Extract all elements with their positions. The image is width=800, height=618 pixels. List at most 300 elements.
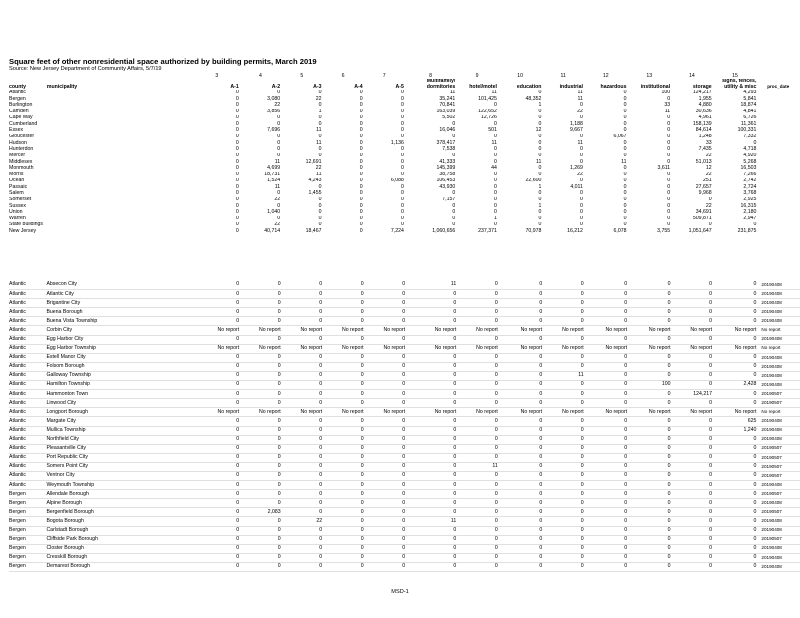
value-cell: 0 — [400, 89, 404, 96]
value-cell: 0 — [457, 471, 498, 480]
value-cell: 0 — [667, 146, 671, 152]
municipality-name: Mullica Township — [46, 426, 193, 435]
value-cell: No report — [585, 344, 628, 353]
value-cell: 11 — [406, 281, 457, 290]
value-cell: 0 — [494, 121, 497, 127]
value-cell: 0 — [585, 399, 628, 408]
county-name: Atlantic — [9, 471, 46, 480]
value-cell: 0 — [499, 371, 543, 380]
municipality-row — [9, 471, 800, 480]
municipality-row — [9, 444, 800, 453]
value-cell: 0 — [457, 281, 498, 290]
value-cell: 1,188 — [569, 121, 583, 127]
column-header: education — [516, 83, 542, 90]
value-cell: 0 — [323, 417, 364, 426]
column-number: 5 — [300, 73, 304, 80]
value-cell: 0 — [499, 444, 543, 453]
value-cell: No report — [585, 326, 628, 335]
value-cell: 0 — [585, 371, 628, 380]
value-cell: 22 — [705, 171, 712, 178]
value-cell: No report — [672, 326, 713, 335]
value-cell: 11 — [316, 127, 322, 134]
value-cell: 0 — [240, 562, 281, 571]
value-cell: 11 — [274, 158, 281, 165]
value-cell: 0 — [359, 114, 363, 121]
municipality-name: Egg Harbor Township — [46, 344, 193, 353]
value-cell: 0 — [282, 435, 323, 444]
value-cell: 0 — [628, 508, 671, 517]
value-cell: 0 — [494, 171, 497, 178]
value-cell: 0 — [457, 371, 498, 380]
value-cell: 11 — [274, 184, 281, 190]
proc-date: 20190507 — [757, 390, 800, 399]
value-cell: 0 — [713, 281, 757, 290]
column-number: 6 — [341, 73, 345, 80]
county-name: Bergen — [9, 508, 46, 517]
value-cell: 0 — [543, 299, 584, 308]
value-cell: 0 — [452, 121, 456, 127]
value-cell: 18,467 — [305, 228, 322, 234]
value-cell: 0 — [400, 96, 404, 102]
value-cell: 0 — [365, 371, 406, 380]
blank-cell — [757, 228, 800, 234]
municipality-name: Absecon City — [46, 281, 193, 290]
value-cell: 0 — [538, 221, 542, 228]
value-cell: 0 — [194, 508, 240, 517]
value-cell: 0 — [580, 102, 583, 108]
value-cell: 0 — [365, 508, 406, 517]
county-name: Atlantic — [9, 462, 46, 471]
value-cell: 158,139 — [692, 121, 712, 127]
value-cell: 0 — [457, 553, 498, 562]
county-name: Hudson — [9, 140, 27, 146]
value-cell: 0 — [585, 453, 628, 462]
value-cell: 0 — [406, 499, 457, 508]
value-cell: 22 — [315, 96, 322, 102]
value-cell: 0 — [240, 399, 281, 408]
value-cell: 0 — [452, 203, 456, 209]
value-cell: 0 — [406, 371, 457, 380]
value-cell: 0 — [240, 290, 281, 299]
value-cell: 0 — [580, 146, 583, 152]
value-cell: 0 — [194, 335, 240, 344]
proc-date: 20190507 — [757, 508, 800, 517]
value-cell: 7,435 — [698, 146, 712, 152]
value-cell: 0 — [365, 299, 406, 308]
value-cell: 0 — [585, 290, 628, 299]
value-cell: 0 — [406, 435, 457, 444]
municipality-name: Weymouth Township — [46, 481, 193, 490]
proc-date: 20190507 — [757, 490, 800, 499]
county-name: Camden — [9, 108, 29, 115]
value-cell: 0 — [623, 221, 627, 228]
proc-date: 20190507 — [757, 462, 800, 471]
value-cell: 1,248 — [698, 133, 712, 140]
value-cell: 0 — [365, 353, 406, 362]
value-cell: 0 — [194, 317, 240, 326]
value-cell: 0 — [194, 381, 240, 390]
value-cell: 0 — [628, 390, 671, 399]
value-cell: No report — [282, 408, 323, 417]
county-name: Atlantic — [9, 408, 46, 417]
value-cell: 0 — [400, 158, 404, 165]
value-cell: 0 — [240, 490, 281, 499]
value-cell: 1 — [538, 102, 542, 108]
municipality-name: Demarest Borough — [46, 562, 193, 571]
value-cell: 0 — [499, 290, 543, 299]
value-cell: 0 — [240, 362, 281, 371]
value-cell: 0 — [538, 121, 542, 127]
value-cell: 0 — [543, 290, 584, 299]
value-cell: 0 — [672, 435, 713, 444]
municipality-row — [9, 362, 800, 371]
value-cell: 0 — [282, 471, 323, 480]
value-cell: 0 — [323, 426, 364, 435]
value-cell: 0 — [628, 417, 671, 426]
municipality-row — [9, 453, 800, 462]
proc-date: 20190507 — [757, 535, 800, 544]
value-cell: 0 — [318, 203, 322, 209]
value-cell: 0 — [282, 462, 323, 471]
value-cell: 2,742 — [743, 177, 757, 184]
county-name: Cape May — [9, 114, 33, 121]
proc-date: 20190507 — [757, 453, 800, 462]
proc-date: 20190408 — [757, 526, 800, 535]
value-cell: 0 — [672, 317, 713, 326]
value-cell: 0 — [585, 435, 628, 444]
value-cell: 11 — [491, 140, 497, 146]
municipality-name: Brigantine City — [46, 299, 193, 308]
value-cell: 0 — [623, 184, 627, 190]
value-cell: 0 — [194, 308, 240, 317]
value-cell: 5,841 — [743, 96, 757, 102]
value-cell: 0 — [318, 133, 322, 140]
proc-date: 20190408 — [757, 317, 800, 326]
value-cell: 0 — [365, 381, 406, 390]
value-cell: 0 — [538, 209, 542, 215]
value-cell: 0 — [628, 562, 671, 571]
municipality-name: Folsom Borough — [46, 362, 193, 371]
value-cell: No report — [713, 344, 757, 353]
value-cell: 0 — [235, 221, 239, 228]
value-cell: 0 — [323, 490, 364, 499]
value-cell: 0 — [543, 426, 584, 435]
value-cell: 0 — [628, 471, 671, 480]
value-cell: 509,871 — [692, 215, 712, 222]
value-cell: 70,978 — [525, 228, 542, 234]
value-cell: 0 — [365, 562, 406, 571]
value-cell: 0 — [543, 435, 584, 444]
value-cell: 0 — [713, 353, 757, 362]
value-cell: 2,947 — [743, 215, 757, 222]
value-cell: 0 — [406, 399, 457, 408]
value-cell: 0 — [538, 140, 542, 146]
value-cell: 0 — [628, 426, 671, 435]
value-cell: 12 — [535, 127, 542, 134]
value-cell: 7,696 — [267, 127, 281, 134]
proc-date: 20190408 — [757, 544, 800, 553]
value-cell: 4,841 — [743, 108, 757, 115]
value-cell: 22 — [577, 108, 583, 115]
value-cell: 0 — [628, 526, 671, 535]
value-cell: 22 — [274, 221, 281, 228]
value-cell: 0 — [323, 517, 364, 526]
county-name: Bergen — [9, 96, 26, 102]
value-cell: 0 — [406, 426, 457, 435]
value-cell: 0 — [672, 417, 713, 426]
page-title: Square feet of other nonresidential space authorized by building permits, March 2019 — [9, 57, 317, 66]
value-cell: 4,880 — [698, 102, 712, 108]
column-number: 10 — [517, 73, 524, 80]
municipality-row — [9, 381, 800, 390]
value-cell: 0 — [672, 453, 713, 462]
municipality-row — [9, 462, 800, 471]
value-cell: 0 — [713, 335, 757, 344]
value-cell: 0 — [277, 190, 281, 196]
value-cell: 0 — [235, 215, 239, 222]
value-cell: 0 — [499, 362, 543, 371]
value-cell: 0 — [457, 399, 498, 408]
value-cell: 0 — [359, 127, 363, 134]
value-cell: 1,269 — [569, 165, 583, 171]
value-cell: 378,417 — [436, 140, 456, 146]
value-cell: 0 — [282, 390, 323, 399]
municipality-name: Hamilton Township — [46, 381, 193, 390]
value-cell: 0 — [318, 184, 322, 190]
value-cell: 0 — [235, 108, 239, 115]
municipality-name: Bergenfield Borough — [46, 508, 193, 517]
value-cell: 0 — [406, 390, 457, 399]
proc-date: 20190408 — [757, 426, 800, 435]
value-cell: 0 — [499, 335, 543, 344]
value-cell: 0 — [499, 453, 543, 462]
value-cell: 11 — [543, 371, 584, 380]
value-cell: 0 — [240, 381, 281, 390]
value-cell: 0 — [628, 299, 671, 308]
value-cell: 16,046 — [439, 127, 456, 134]
value-cell: 0 — [240, 353, 281, 362]
county-name: Bergen — [9, 499, 46, 508]
column-number: 11 — [560, 73, 566, 80]
value-cell: 0 — [323, 453, 364, 462]
municipality-name: Longport Borough — [46, 408, 193, 417]
value-cell: 0 — [499, 490, 543, 499]
value-cell: 0 — [499, 399, 543, 408]
value-cell: No report — [323, 344, 364, 353]
county-name: Salem — [9, 190, 24, 196]
value-cell: 0 — [400, 184, 404, 190]
value-cell: 0 — [282, 299, 323, 308]
value-cell: 0 — [585, 526, 628, 535]
value-cell: 16,503 — [740, 165, 757, 171]
value-cell: 11 — [621, 158, 627, 165]
value-cell: 0 — [406, 508, 457, 517]
value-cell: 0 — [323, 462, 364, 471]
value-cell: No report — [499, 344, 543, 353]
value-cell: 1,040 — [267, 209, 281, 215]
value-cell: 0 — [406, 362, 457, 371]
value-cell: 0 — [282, 562, 323, 571]
county-name: Sussex — [9, 203, 27, 209]
value-cell: 0 — [585, 299, 628, 308]
value-cell: 4,011 — [570, 184, 583, 190]
value-cell: 625 — [713, 417, 757, 426]
column-header: hotel/motel — [469, 83, 497, 90]
county-name: State buildings — [9, 221, 44, 228]
county-name: Atlantic — [9, 390, 46, 399]
value-cell: 0 — [543, 399, 584, 408]
value-cell: 0 — [623, 121, 627, 127]
value-cell: 0 — [400, 196, 404, 203]
proc-date: 20190408 — [757, 562, 800, 571]
municipality-row — [9, 535, 800, 544]
value-cell: 0 — [194, 462, 240, 471]
value-cell: 0 — [499, 508, 543, 517]
value-cell: 251 — [703, 177, 712, 184]
value-cell: 0 — [359, 165, 363, 171]
value-cell: 0 — [365, 335, 406, 344]
value-cell: 0 — [240, 371, 281, 380]
municipality-row — [9, 517, 800, 526]
value-cell: 0 — [667, 196, 671, 203]
county-name: Hunterdon — [9, 146, 34, 152]
value-cell: 4,293 — [743, 89, 757, 96]
value-cell: 40,714 — [264, 228, 281, 234]
column-header: hazardous — [600, 83, 627, 90]
value-cell: 0 — [282, 444, 323, 453]
value-cell: 0 — [713, 553, 757, 562]
value-cell: 0 — [585, 471, 628, 480]
value-cell: 0 — [406, 462, 457, 471]
county-name: Bergen — [9, 553, 46, 562]
proc-date: 20190408 — [757, 290, 800, 299]
value-cell: 101,425 — [478, 96, 497, 102]
municipality-name: Hammonton Town — [46, 390, 193, 399]
value-cell: 0 — [240, 535, 281, 544]
value-cell: 33 — [705, 140, 712, 146]
value-cell: 0 — [538, 171, 542, 178]
value-cell: 0 — [365, 471, 406, 480]
county-name: Burlington — [9, 102, 33, 108]
proc-date: No report — [757, 408, 800, 417]
value-cell: 0 — [585, 553, 628, 562]
value-cell: 0 — [713, 299, 757, 308]
county-name: Mercer — [9, 152, 26, 159]
value-cell: 0 — [623, 146, 627, 152]
value-cell: 0 — [672, 462, 713, 471]
value-cell: 0 — [194, 444, 240, 453]
county-name: Atlantic — [9, 453, 46, 462]
value-cell: 6,726 — [743, 114, 757, 121]
value-cell: 0 — [585, 362, 628, 371]
proc-date: No report — [757, 344, 800, 353]
value-cell: 0 — [240, 317, 281, 326]
value-cell: No report — [543, 408, 584, 417]
value-cell: 0 — [457, 290, 498, 299]
value-cell: 0 — [400, 133, 404, 140]
value-cell: 0 — [194, 290, 240, 299]
value-cell: 0 — [667, 203, 671, 209]
value-cell: 0 — [494, 133, 497, 140]
value-cell: 0 — [672, 544, 713, 553]
value-cell: 0 — [623, 89, 627, 96]
county-name: Morris — [9, 171, 24, 178]
proc-date: 20190408 — [757, 299, 800, 308]
municipality-name: Atlantic City — [46, 290, 193, 299]
value-cell: 1,060,656 — [432, 228, 456, 234]
value-cell: 48,352 — [525, 96, 542, 102]
value-cell: 0 — [628, 544, 671, 553]
column-header: A-3 — [313, 83, 322, 90]
value-cell: 0 — [365, 553, 406, 562]
value-cell: 0 — [194, 453, 240, 462]
value-cell: 0 — [323, 353, 364, 362]
value-cell: 0 — [713, 453, 757, 462]
value-cell: 0 — [628, 308, 671, 317]
county-summary-table — [9, 73, 800, 235]
county-name: Atlantic — [9, 444, 46, 453]
proc-date: No report — [757, 326, 800, 335]
county-name: Atlantic — [9, 426, 46, 435]
value-cell: No report — [406, 326, 457, 335]
municipality-name: Egg Harbor City — [46, 335, 193, 344]
value-cell: 100 — [661, 89, 671, 96]
value-cell: 0 — [406, 490, 457, 499]
value-cell: 0 — [323, 562, 364, 571]
municipality-row — [9, 281, 800, 290]
value-cell: 0 — [713, 508, 757, 517]
value-cell: 3,768 — [743, 190, 757, 196]
value-cell: 0 — [452, 152, 456, 159]
value-cell: 0 — [365, 362, 406, 371]
value-cell: 0 — [580, 221, 583, 228]
value-cell: 0 — [457, 490, 498, 499]
value-cell: 22 — [274, 102, 281, 108]
proc-date: 20190507 — [757, 471, 800, 480]
value-cell: No report — [543, 344, 584, 353]
value-cell: 0 — [580, 114, 583, 121]
value-cell: 0 — [235, 171, 239, 178]
value-cell: 0 — [585, 499, 628, 508]
value-cell: 11 — [316, 140, 322, 146]
value-cell: 0 — [359, 140, 363, 146]
municipality-row — [9, 399, 800, 408]
value-cell: 0 — [235, 102, 239, 108]
county-name: Somerset — [9, 196, 32, 203]
value-cell: 0 — [277, 121, 281, 127]
value-cell: 11 — [577, 89, 583, 96]
value-cell: 1 — [538, 184, 542, 190]
value-cell: 2,925 — [743, 196, 757, 203]
value-cell: 0 — [499, 308, 543, 317]
value-cell: 0 — [628, 290, 671, 299]
value-cell: 0 — [628, 462, 671, 471]
value-cell: 0 — [240, 499, 281, 508]
value-cell: 0 — [359, 89, 363, 96]
value-cell: 0 — [499, 499, 543, 508]
value-cell: 11 — [316, 171, 322, 178]
page-footer: MSD-1 — [391, 589, 409, 595]
value-cell: 5,502 — [442, 114, 456, 121]
value-cell: 0 — [323, 544, 364, 553]
value-cell: 0 — [194, 544, 240, 553]
value-cell: 0 — [359, 203, 363, 209]
value-cell: 0 — [543, 353, 584, 362]
value-cell: 0 — [194, 426, 240, 435]
municipality-name: Closter Borough — [46, 544, 193, 553]
value-cell: 0 — [667, 221, 671, 228]
value-cell: 1 — [538, 203, 542, 209]
